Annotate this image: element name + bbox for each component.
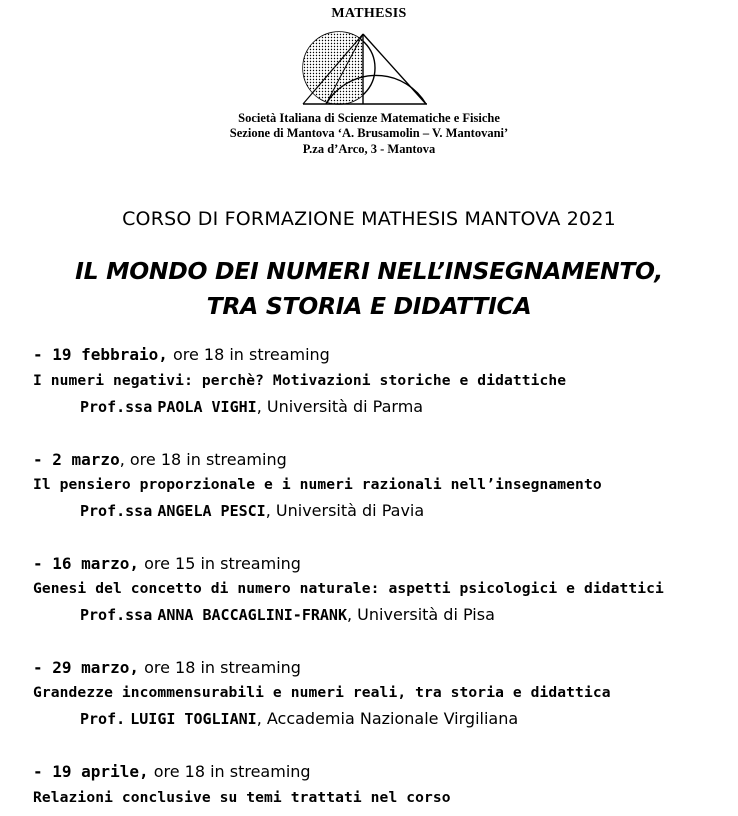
session-5-time: ore 18 in streaming: [153, 762, 311, 781]
session-3-date: 16 marzo,: [52, 554, 139, 573]
session-3-date-line: [33, 554, 301, 573]
session-2-speaker-name: ANGELA PESCI: [157, 502, 266, 520]
course-title-line-1: IL MONDO DEI NUMERI NELL’INSEGNAMENTO,: [75, 257, 663, 285]
session-4-topic: Grandezze incommensurabili e numeri reali, tra storia e didattica: [33, 684, 611, 701]
session-2-dash: -: [33, 450, 53, 469]
mathesis-logo-icon: [300, 30, 430, 110]
session-1-date-line: [33, 345, 330, 364]
session-1-dash: -: [33, 345, 53, 364]
session-2-affiliation: , Università di Pavia: [265, 501, 425, 520]
session-2-topic: Il pensiero proporzionale e i numeri razionali nell’insegnamento: [33, 476, 602, 493]
session-3-affiliation: , Università di Pisa: [347, 605, 495, 624]
session-5-dash: -: [33, 762, 53, 781]
session-1-date: 19 febbraio,: [52, 345, 168, 364]
session-1-time: ore 18 in streaming: [172, 345, 330, 364]
course-heading: CORSO DI FORMAZIONE MATHESIS MANTOVA 2021: [122, 208, 616, 230]
session-2-speaker: [80, 501, 424, 520]
session-4-dash: -: [33, 658, 53, 677]
session-4-date: 29 marzo,: [52, 658, 139, 677]
section-name: Sezione di Mantova ‘A. Brusamolin – V. Mantovani’: [229, 126, 509, 140]
session-5-topic: Relazioni conclusive su temi trattati nel corso: [33, 789, 451, 806]
session-4-speaker-name: LUIGI TOGLIANI: [130, 710, 257, 728]
session-1-speaker-title: Prof.ssa: [80, 398, 153, 416]
session-1-topic: I numeri negativi: perchè? Motivazioni storiche e didattiche: [33, 372, 567, 389]
session-3-speaker-title: Prof.ssa: [80, 606, 153, 624]
address: P.za d’Arco, 3 - Mantova: [302, 142, 436, 156]
session-4-speaker: [80, 709, 518, 728]
session-4-speaker-title: Prof.: [80, 710, 126, 728]
course-title-line-2: TRA STORIA E DIDATTICA: [206, 292, 532, 320]
session-1-affiliation: , Università di Parma: [256, 397, 424, 416]
session-2-time: , ore 18 in streaming: [119, 450, 287, 469]
session-3-topic: Genesi del concetto di numero naturale: aspetti psicologici e didattici: [33, 580, 664, 597]
brand-name: MATHESIS: [331, 6, 407, 21]
session-5-date-line: [33, 762, 311, 781]
session-3-speaker: [80, 605, 495, 624]
session-3-time: ore 15 in streaming: [144, 554, 301, 573]
session-4-affiliation: , Accademia Nazionale Virgiliana: [256, 709, 519, 728]
session-1-speaker-name: PAOLA VIGHI: [157, 398, 257, 416]
session-2-date: 2 marzo: [52, 450, 120, 469]
session-2-date-line: [33, 450, 287, 469]
session-1-speaker: [80, 397, 423, 416]
society-name: Società Italiana di Scienze Matematiche e Fisiche: [238, 111, 500, 125]
session-5-date: 19 aprile,: [52, 762, 149, 781]
session-4-date-line: [33, 658, 301, 677]
session-3-dash: -: [33, 554, 53, 573]
session-4-time: ore 18 in streaming: [144, 658, 301, 677]
session-3-speaker-name: ANNA BACCAGLINI-FRANK: [157, 606, 347, 624]
session-2-speaker-title: Prof.ssa: [80, 502, 153, 520]
